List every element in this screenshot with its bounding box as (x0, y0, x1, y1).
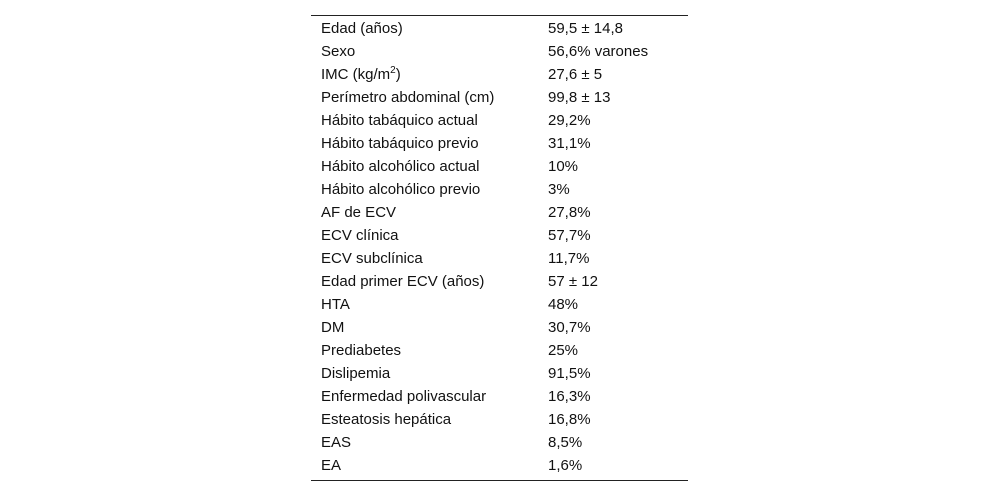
row-label: Edad (años) (321, 20, 403, 37)
row-value: 11,7% (548, 250, 590, 267)
row-label-imc (311, 63, 548, 86)
table-row (311, 17, 688, 40)
row-value: 8,5% (548, 434, 583, 451)
row-label: Prediabetes (321, 342, 402, 359)
row-value: 16,8% (548, 411, 591, 428)
row-label: ECV clínica (321, 227, 399, 244)
table-row (311, 224, 688, 247)
row-label: Hábito tabáquico previo (321, 135, 479, 152)
row-label: Hábito alcohólico previo (321, 181, 481, 198)
row-label-text: IMC (kg/m (321, 66, 391, 83)
row-label: ECV subclínica (321, 250, 423, 267)
row-value: 29,2% (548, 112, 591, 129)
table-row (311, 201, 688, 224)
table-row (311, 316, 688, 339)
row-label: Enfermedad polivascular (321, 388, 487, 405)
table-row (311, 362, 688, 385)
table-row (311, 86, 688, 109)
table-row (311, 63, 688, 86)
table-row (311, 339, 688, 362)
table-row (311, 293, 688, 316)
row-label: EAS (321, 434, 352, 451)
table-row (311, 454, 688, 477)
row-label: Hábito alcohólico actual (321, 158, 480, 175)
table-row (311, 155, 688, 178)
row-value: 25% (548, 342, 579, 359)
table-row (311, 132, 688, 155)
superscript: 2 (390, 65, 396, 76)
table-row (311, 408, 688, 431)
row-value: 57,7% (548, 227, 591, 244)
table-row (311, 178, 688, 201)
table-row (311, 40, 688, 63)
row-label: Sexo (321, 43, 356, 60)
row-value: 30,7% (548, 319, 591, 336)
row-label: Perímetro abdominal (cm) (321, 89, 495, 106)
row-value: 16,3% (548, 388, 591, 405)
row-value: 56,6% varones (548, 43, 649, 60)
row-value: 31,1% (548, 135, 591, 152)
row-label: DM (321, 319, 345, 336)
row-value: 27,8% (548, 204, 591, 221)
table-row (311, 270, 688, 293)
row-value: 91,5% (548, 365, 591, 382)
table-row (311, 431, 688, 454)
row-value: 48% (548, 296, 579, 313)
row-value: 57 ± 12 (548, 273, 598, 290)
row-label: Hábito tabáquico actual (321, 112, 478, 129)
row-value: 99,8 ± 13 (548, 89, 611, 106)
row-value: 1,6% (548, 457, 583, 474)
row-label: EA (321, 457, 342, 474)
table-row (311, 385, 688, 408)
row-value: 3% (548, 181, 570, 198)
row-label: Dislipemia (321, 365, 391, 382)
row-value: 10% (548, 158, 579, 175)
row-label: AF de ECV (321, 204, 397, 221)
row-value: 27,6 ± 5 (548, 66, 603, 83)
row-value: 59,5 ± 14,8 (548, 20, 623, 37)
data-table (311, 17, 688, 477)
row-label: HTA (321, 296, 350, 313)
row-label: Esteatosis hepática (321, 411, 452, 428)
characteristics-table (311, 15, 688, 481)
row-label: Edad primer ECV (años) (321, 273, 485, 290)
row-label-suffix: ) (395, 66, 401, 83)
table-row (311, 247, 688, 270)
table-row (311, 109, 688, 132)
